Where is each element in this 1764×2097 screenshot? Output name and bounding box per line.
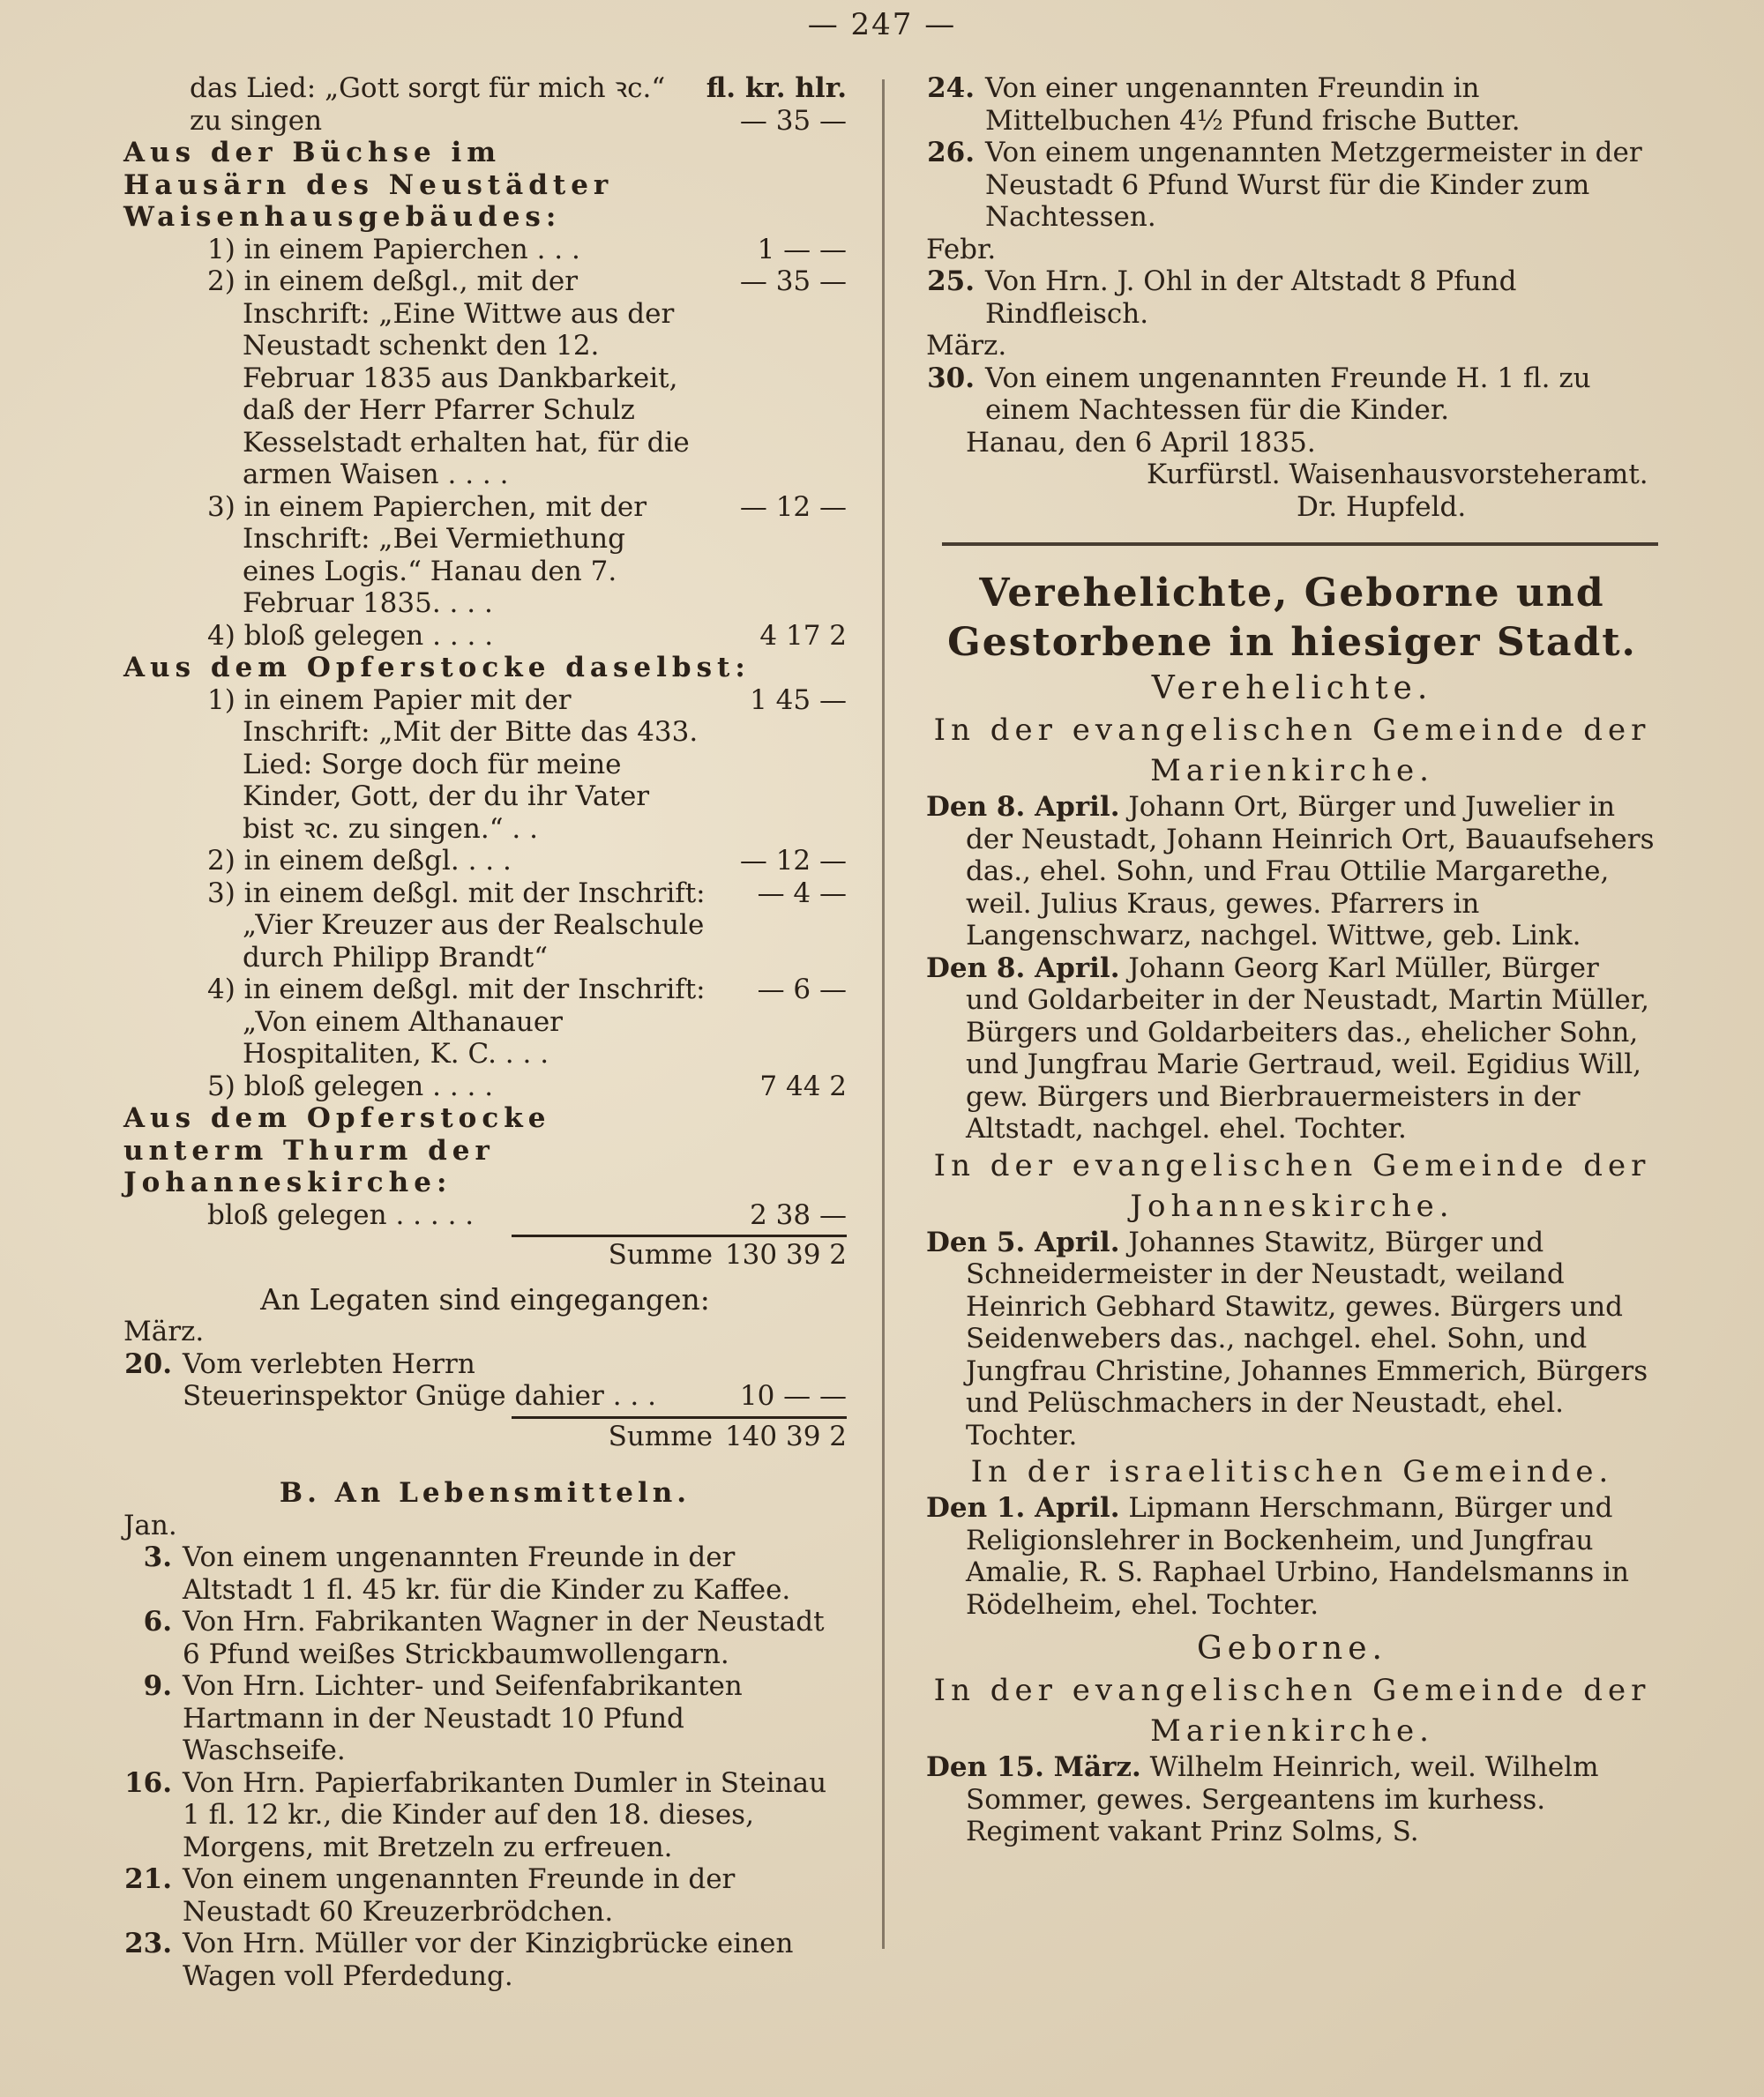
entry-day: 23. <box>124 1928 172 1959</box>
entry-day: 3. <box>143 1541 172 1573</box>
gemeinde-israel: In der israelitischen Gemeinde. <box>970 1454 1614 1489</box>
registry-entry <box>926 952 1658 1146</box>
legaten-title: An Legaten sind eingegangen: <box>260 1281 710 1317</box>
entry-text: Von Hrn. Lichter- und Seifenfabrikanten Hartmann in der Neustadt 10 Pfund Waschseife. <box>183 1670 743 1766</box>
signature: Dr. Hupfeld. <box>1297 490 1467 523</box>
ledger-item-amount: 7 44 2 <box>759 1070 847 1102</box>
registry-date: Den 15. März. <box>926 1751 1141 1783</box>
ledger-item-text: bloß gelegen . . . . . <box>207 1198 475 1231</box>
registry-text: Johann Ort, Bürger und Juwelier in der Neustadt, Johann Heinrich Ort, Bauaufsehers das., ehel. Sohn, und Frau Ottilie Margarethe, weil. Julius Kraus, gewes. Pfarrers in Langenschwarz, nachgel. Wittwe, geb. Link. <box>966 791 1655 951</box>
ledger-item-text: 4) bloß gelegen . . . . <box>207 619 494 652</box>
registry-text: Johann Georg Karl Müller, Bürger und Goldarbeiter in der Neustadt, Martin Müller, Bürgers und Goldarbeiters das., ehelicher Sohn, und Jungfrau Marie Gertraud, weil. Egidius Will, gew. Bürgers und Bierbrauermeisters in der Altstadt, nachgel. ehel. Tochter. <box>966 951 1649 1145</box>
header-amount-2: — 35 — <box>739 104 847 137</box>
ledger-item <box>123 877 847 974</box>
month-jan: Jan. <box>123 1509 177 1541</box>
registry-date: Den 8. April. <box>926 951 1120 984</box>
section-rule <box>942 542 1658 546</box>
entry-day: 24. <box>927 72 975 104</box>
registry-entry <box>926 1492 1658 1621</box>
febr-num: 25. <box>927 265 975 297</box>
registry-date: Den 5. April. <box>926 1226 1120 1258</box>
ledger-item <box>123 684 847 846</box>
ledger-item-amount: 4 17 2 <box>759 619 847 652</box>
entry-text: Von Hrn. Müller vor der Kinzigbrücke einen Wagen voll Pferdedung. <box>183 1928 794 1992</box>
ledger-item-text: 3) in einem Papierchen, mit der Inschrift: „Bei Vermiethung eines Logis.“ Hanau den 7. Februar 1835. . . . <box>207 490 647 619</box>
box2-title: Aus dem Opferstocke daselbst: <box>123 652 751 683</box>
donation-entry <box>123 1928 847 1992</box>
donation-entry <box>123 1541 847 1606</box>
geborne-entries <box>926 1751 1658 1848</box>
authority: Kurfürstl. Waisenhausvorsteheramt. <box>1147 459 1648 490</box>
registry-entry <box>926 791 1658 952</box>
sum-row-1 <box>512 1235 847 1272</box>
entry-day: 16. <box>124 1766 172 1799</box>
ledger-item-amount: — 4 — <box>757 877 847 909</box>
sum-label-2: Summe <box>608 1420 713 1452</box>
header-text-2: zu singen <box>190 104 323 137</box>
registry-entry <box>926 1751 1658 1848</box>
febr-text: Von Hrn. J. Ohl in der Altstadt 8 Pfund Rindfleisch. <box>985 265 1517 330</box>
maerz-text: Von einem ungenannten Freunde H. 1 fl. zu einem Nachtessen für die Kinder. <box>985 362 1591 426</box>
legaten-num: 20. <box>124 1347 172 1380</box>
header-row-2 <box>123 105 847 138</box>
ledger-item <box>123 974 847 1071</box>
entry-text: Von einem ungenannten Freunde in der Neustadt 60 Kreuzerbrödchen. <box>183 1863 736 1928</box>
ledger-item-text: 2) in einem deßgl., mit der Inschrift: „Eine Wittwe aus der Neustadt schenkt den 12. Februar 1835 aus Dankbarkeit, daß der Herr Pfarrer Schulz Kesselstadt erhalten hat, für die armen Waisen . . . . <box>207 265 690 490</box>
febr-entry <box>926 265 1658 330</box>
page-number: — 247 — <box>807 7 957 42</box>
subheading-verehelichte: Verehelichte. <box>1151 670 1433 706</box>
ledger-item-text: 2) in einem deßgl. . . . <box>207 845 512 877</box>
header-row <box>123 72 847 105</box>
legaten-month: März. <box>123 1316 205 1347</box>
ledger-item-text: 1) in einem Papierchen . . . <box>207 233 580 265</box>
ledger-item <box>123 265 847 491</box>
gemeinde-johannes: In der evangelischen Gemeinde der Johanneskirche. <box>933 1147 1651 1224</box>
entry-text: Von Hrn. Papierfabrikanten Dumler in Steinau 1 fl. 12 kr., die Kinder auf den 18. dieses, Morgens, mit Bretzeln zu erfreuen. <box>183 1766 827 1863</box>
entry-text: Von einem ungenannten Metzgermeister in der Neustadt 6 Pfund Wurst für die Kinder zum Nachtessen. <box>985 137 1642 233</box>
ledger-item <box>123 234 847 266</box>
ledger-item-amount: 1 45 — <box>750 683 847 716</box>
ledger-item-text: 1) in einem Papier mit der Inschrift: „Mit der Bitte das 433. Lied: Sorge doch für meine Kinder, Gott, der du ihr Vater bist ꝛc. zu singen.“ . . <box>207 683 699 845</box>
ledger-item-amount: — 6 — <box>757 974 847 1005</box>
header-text: das Lied: „Gott sorgt für mich ꝛc.“ <box>190 72 666 104</box>
registry-heading: Verehelichte, Geborne und Gestorbene in hiesiger Stadt. <box>947 571 1637 665</box>
gemeinde-marien-2: In der evangelischen Gemeinde der Marienkirche. <box>933 1673 1651 1749</box>
entry-text: Von einer ungenannten Freundin in Mittelbuchen 4½ Pfund frische Butter. <box>985 72 1521 137</box>
entry-day: 6. <box>143 1606 172 1638</box>
ledger-item-amount: — 12 — <box>739 490 847 523</box>
section-b-title: B. An Lebensmitteln. <box>279 1477 691 1509</box>
ledger-item-amount: — 35 — <box>739 265 847 297</box>
marien-entries <box>926 791 1658 1146</box>
registry-date: Den 8. April. <box>926 791 1120 823</box>
ledger-item-amount: 2 38 — <box>750 1198 847 1231</box>
legaten-amount: 10 — — <box>739 1380 847 1412</box>
right-column <box>926 72 1658 1848</box>
box2-list <box>123 684 847 1103</box>
month-febr: Febr. <box>926 233 997 265</box>
box1-title: Aus der Büchse im Hausärn des Neustädter Waisenhausgebäudes: <box>123 137 614 233</box>
sum-row-2 <box>512 1416 847 1453</box>
entry-text: Von Hrn. Fabrikanten Wagner in der Neustadt 6 Pfund weißes Strickbaumwollengarn. <box>183 1606 825 1670</box>
left-column <box>123 72 847 1992</box>
gemeinde-marien-1: In der evangelischen Gemeinde der Marienkirche. <box>933 713 1651 788</box>
ledger-item-text: 4) in einem deßgl. mit der Inschrift: „Von einem Althanauer Hospitaliten, K. C. . . . <box>207 974 706 1070</box>
donation-entry <box>123 1606 847 1670</box>
registry-text: Johannes Stawitz, Bürger und Schneidermeister in der Neustadt, weiland Heinrich Gebhard Stawitz, gewes. Bürgers und Seidenwebers das., nachgel. ehel. Sohn, und Jungfrau Christine, Johannes Emmerich, Bürgers und Pelüschmachers in der Neustadt, ehel. Tochter. <box>966 1226 1648 1451</box>
registry-text: Lipmann Herschmann, Bürger und Religionslehrer in Bockenheim, und Jungfrau Amalie, R. S. Raphael Urbino, Handelsmanns in Rödelheim, ehel. Tochter. <box>966 1492 1629 1621</box>
ledger-item <box>123 491 847 620</box>
legaten-entry <box>123 1348 847 1413</box>
currency-header: fl. kr. hlr. <box>706 72 847 104</box>
registry-date: Den 1. April. <box>926 1492 1120 1524</box>
entry-day: 26. <box>927 137 975 168</box>
entry-day: 9. <box>143 1670 172 1702</box>
entry-day: 21. <box>124 1863 172 1895</box>
sum-label-1: Summe <box>608 1239 713 1271</box>
donation-entry <box>926 72 1658 137</box>
maerz-entry <box>926 362 1658 427</box>
sum-amount-2: 140 39 2 <box>724 1420 847 1452</box>
lebensmittel-list <box>123 1541 847 1992</box>
donation-entry <box>926 137 1658 234</box>
ledger-item <box>123 1199 847 1232</box>
donation-entry <box>123 1670 847 1767</box>
box3-list <box>123 1199 847 1232</box>
ledger-item-amount: — 12 — <box>739 845 847 877</box>
registry-entry <box>926 1227 1658 1452</box>
johannes-entries <box>926 1227 1658 1452</box>
box3-title: Aus dem Opferstocke unterm Thurm der Johanneskirche: <box>123 1102 551 1198</box>
ledger-item <box>123 1071 847 1103</box>
registry-text: Wilhelm Heinrich, weil. Wilhelm Sommer, gewes. Sergeantens im kurhess. Regiment vakant Prinz Solms, S. <box>966 1751 1599 1847</box>
ledger-item <box>123 620 847 653</box>
month-maerz: März. <box>926 330 1007 362</box>
ledger-item-amount: 1 — — <box>757 233 847 265</box>
entry-text: Von einem ungenannten Freunde in der Altstadt 1 fl. 45 kr. für die Kinder zu Kaffee. <box>183 1541 791 1606</box>
maerz-num: 30. <box>927 362 975 394</box>
legaten-text: Vom verlebten Herrn Steuerinspektor Gnüge dahier . . . <box>183 1347 656 1412</box>
donation-list-continued <box>926 72 1658 234</box>
ledger-item-text: 3) in einem deßgl. mit der Inschrift: „Vier Kreuzer aus der Realschule durch Philipp Brandt“ <box>207 877 706 974</box>
box1-list <box>123 234 847 653</box>
place-date: Hanau, den 6 April 1835. <box>966 426 1316 459</box>
ledger-item <box>123 845 847 877</box>
column-divider <box>882 79 885 1949</box>
ledger-item-text: 5) bloß gelegen . . . . <box>207 1070 494 1102</box>
donation-entry <box>123 1863 847 1928</box>
israel-entries <box>926 1492 1658 1621</box>
donation-entry <box>123 1767 847 1864</box>
subheading-geborne: Geborne. <box>1197 1631 1387 1667</box>
sum-amount-1: 130 39 2 <box>724 1239 847 1271</box>
